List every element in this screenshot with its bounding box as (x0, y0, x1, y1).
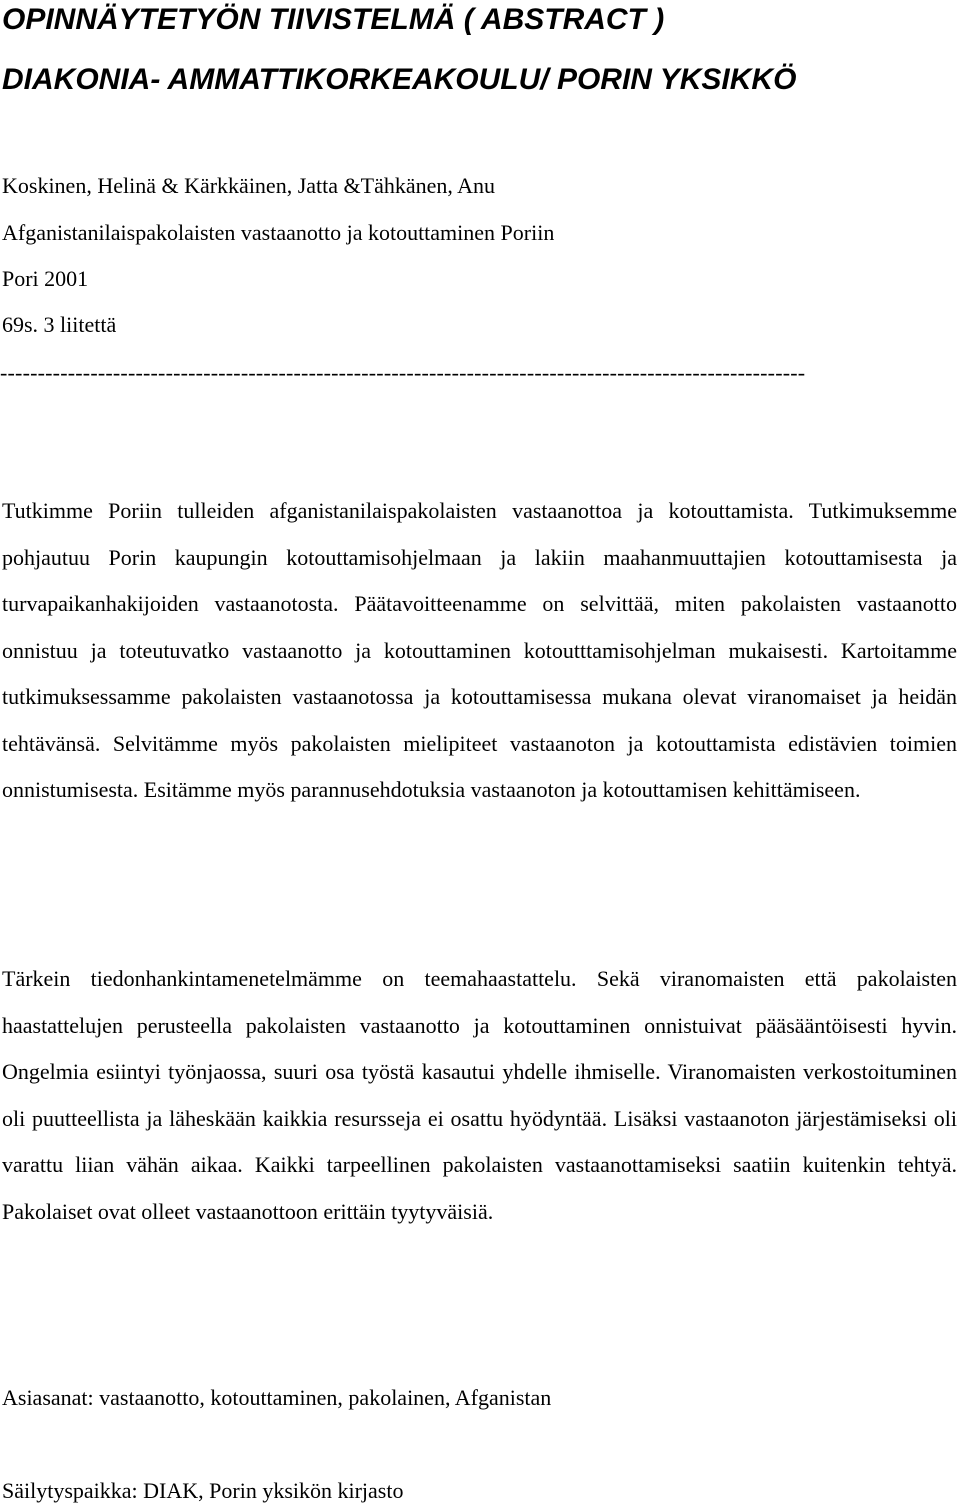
place-year: Pori 2001 (2, 266, 89, 291)
storage-location: Säilytyspaikka: DIAK, Porin yksikön kirjasto (2, 1478, 404, 1503)
authors: Koskinen, Helinä & Kärkkäinen, Jatta &Tähkänen, Anu (2, 173, 496, 198)
document-title: OPINNÄYTETYÖN TIIVISTELMÄ ( ABSTRACT ) (2, 3, 665, 36)
abstract-paragraph-1: Tutkimme Poriin tulleiden afganistanilaispakolaisten vastaanottoa ja kotouttamista. Tutkimuksemme pohjautuu Porin kaupungin kotouttamisohjelmaan ja lakiin maahanmuuttajien kotouttamisesta ja turvapaikanhakijoiden vastaanotosta. Päätavoitteenamme on selvittää, miten pakolaisten vastaanotto onnistuu ja toteutuvatko vastaanotto ja kotouttaminen kotoutttamisohjelman mukaisesti. Kartoitamme tutkimuksessamme pakolaisten vastaanotossa ja kotouttamisessa mukana olevat viranomaiset ja heidän tehtävänsä. Selvitämme myös pakolaisten mielipiteet vastaanoton ja kotouttamista edistävien toimien onnistumisesta. Esitämme myös parannusehdotuksia vastaanoton ja kotouttamisen kehittämiseen. (2, 498, 957, 802)
thesis-title: Afganistanilaispakolaisten vastaanotto ja kotouttaminen Poriin (2, 220, 555, 245)
abstract-paragraph-2: Tärkein tiedonhankintamenetelmämme on teemahaastattelu. Sekä viranomaisten että pakolaisten haastattelujen perusteella pakolaisten vastaanotto ja kotouttaminen onnistuivat pääsääntöisesti hyvin. Ongelmia esiintyi työnjaossa, suuri osa työstä kasautui yhdelle ihmiselle. Viranomaisten verkostoituminen oli puutteellista ja läheskään kaikkia resursseja ei osattu hyödyntää. Lisäksi vastaanoton järjestämiseksi oli varattu liian vähän aikaa. Kaikki tarpeellinen pakolaisten vastaanottamiseksi saatiin kuitenkin tehtyä. Pakolaiset ovat olleet vastaanottoon erittäin tyytyväisiä. (2, 966, 957, 1224)
dashed-separator: ----------------------------------------------------------------------------------------------------------- (0, 360, 806, 385)
keywords: Asiasanat: vastaanotto, kotouttaminen, pakolainen, Afganistan (2, 1385, 552, 1410)
page-count: 69s. 3 liitettä (2, 312, 117, 337)
institution-heading: DIAKONIA- AMMATTIKORKEAKOULU/ PORIN YKSIKKÖ (2, 63, 797, 96)
